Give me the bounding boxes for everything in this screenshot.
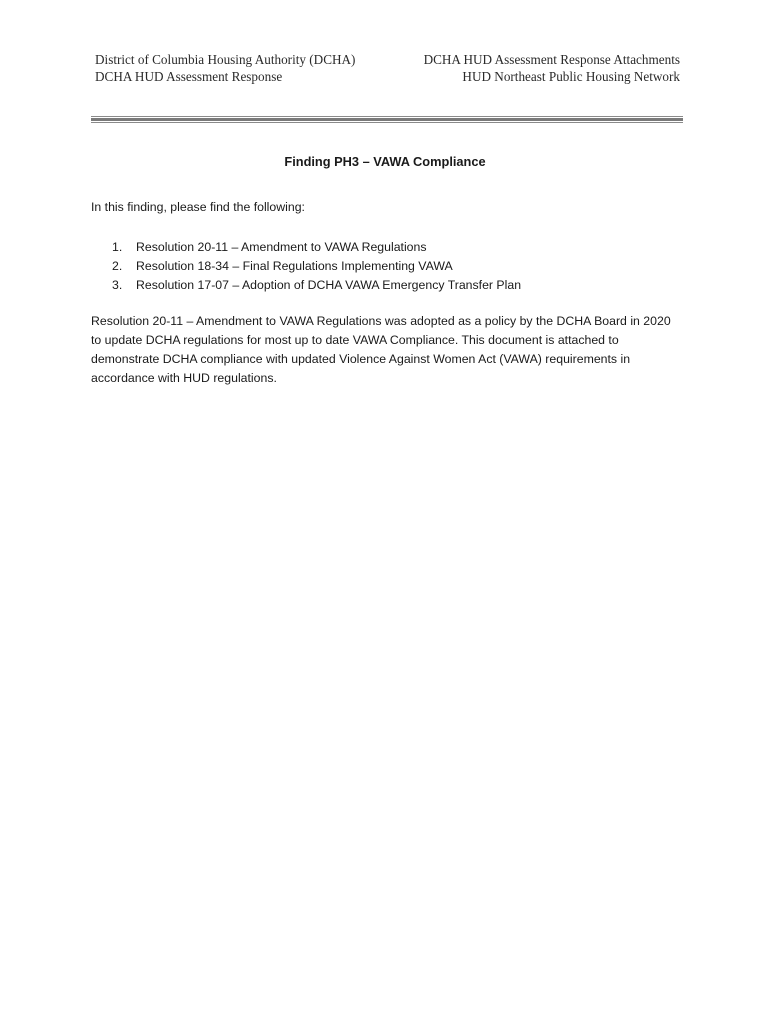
header-document-name: DCHA HUD Assessment Response xyxy=(95,69,283,84)
list-item-number: 3. xyxy=(112,278,123,292)
list-item-text: Resolution 18-34 – Final Regulations Implementing VAWA xyxy=(136,259,453,273)
header-divider xyxy=(91,116,683,124)
header-network-name: HUD Northeast Public Housing Network xyxy=(462,69,680,84)
list-item-number: 2. xyxy=(112,259,123,273)
list-item xyxy=(112,257,521,276)
resolution-list xyxy=(112,238,521,295)
body-paragraph: Resolution 20-11 – Amendment to VAWA Regulations was adopted as a policy by the DCHA Board in 2020 to update DCHA regulations for most up to date VAWA Compliance. This document is attached to demonstrate DCHA compliance with updated Violence Against Women Act (VAWA) requirements in accordance with HUD regulations. xyxy=(91,314,671,385)
header-organization: District of Columbia Housing Authority (DCHA) xyxy=(95,52,356,67)
header-attachments-label: DCHA HUD Assessment Response Attachments xyxy=(423,52,680,67)
intro-text: In this finding, please find the following: xyxy=(91,200,305,214)
list-item-number: 1. xyxy=(112,240,123,254)
list-item-text: Resolution 20-11 – Amendment to VAWA Regulations xyxy=(136,240,427,254)
header-left xyxy=(95,51,355,85)
header-right xyxy=(424,51,680,85)
list-item xyxy=(112,276,521,295)
list-item xyxy=(112,238,521,257)
page-title: Finding PH3 – VAWA Compliance xyxy=(284,154,486,169)
list-item-text: Resolution 17-07 – Adoption of DCHA VAWA Emergency Transfer Plan xyxy=(136,278,522,292)
